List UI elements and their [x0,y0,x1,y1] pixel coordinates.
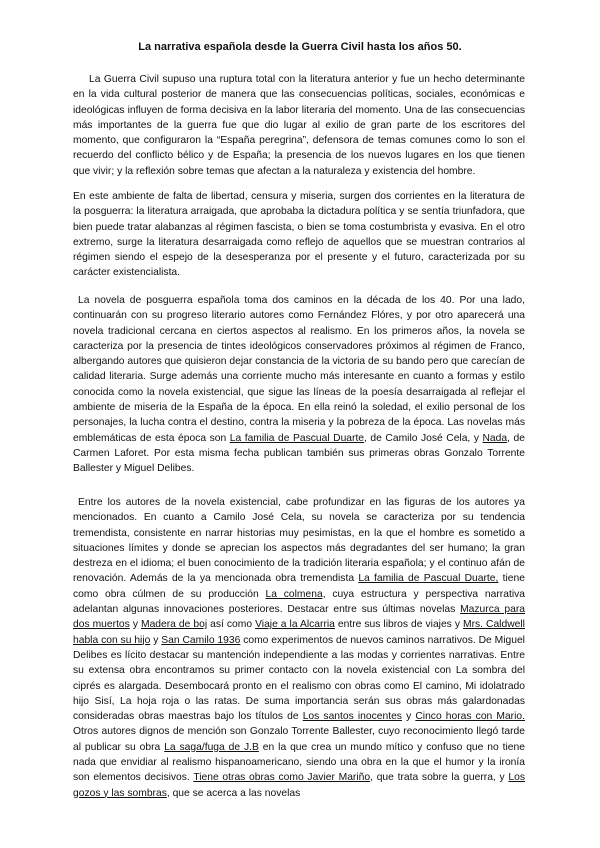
paragraph-postwar-novel [73,293,525,477]
book-title-link[interactable]: Mazurca para dos muertos [73,604,525,631]
paragraph-text: cuya estructura y perspectiva narrativa adelantan algunas innovaciones posteriores. Destacar entre sus últimas novelas [73,588,525,616]
book-title-link[interactable]: Tiene otras obras como Javier Mariño [193,772,371,784]
paragraph-text: En este ambiente de falta de libertad, censura y miseria, surgen dos corrientes en la literatura de la posguerra: la literatura arraigada, que aprobaba la dictadura política y se sentía triunfadora, que bien puede tratar alabanzas al régimen fascista, o bien se toma costumbrista y evasiva. En el otro extremo, surge la literatura desarraigada como reflejo de aquellos que se muestran contrarios al régimen siendo el espejo de la desesperanza por el presente y el futuro, caracterizada por su carácter existencialista. [73,191,525,279]
paragraph-existential-authors [73,495,525,801]
book-title-link[interactable]: Mrs. Caldwell habla con su hijo [73,619,525,646]
book-title-link[interactable]: Los gozos y las sombras [73,772,525,799]
paragraph-text: y [406,711,412,723]
document-title: La narrativa española desde la Guerra Civil hasta los años 50. [138,41,462,53]
book-title-link[interactable]: Nada [482,432,508,444]
book-title-link[interactable]: San Camilo 1936 [161,634,241,646]
paragraph-text: y [132,619,138,631]
paragraph-text: Otros autores dignos de mención son Gonzalo Torrente Ballester, cuyo reconocimiento llegó tarde al publicar su obra [73,726,525,753]
book-title-link[interactable]: La saga/fuga de J.B [164,741,259,753]
paragraph-text: , que se acerca a las novelas [166,787,301,799]
paragraph-text: como experimentos de nuevos caminos narrativos. De Miguel Delibes es lícito destacar su mantención independiente a las modas y corrientes narrativas. Entre su extensa obra encontramos su primer contacto con la novela existencial con La sombra del ciprés es alargada. Desembocará pronto en el realismo con obras como El camino, Mi idolatrado hijo Sisí, La hoja roja o las ratas. De suma importancia serán sus obras más galardonadas consideradas obras maestras bajo los títulos de [73,634,525,723]
paragraph-text: tiene como obra cúlmen de su producción [73,573,525,600]
paragraph-text: , que trata sobre la guerra, y [370,772,505,784]
book-title-link[interactable]: La colmena, [265,588,326,600]
book-title-link[interactable]: La familia de Pascual Duarte [229,432,365,444]
paragraph-text: así como [210,619,253,631]
paragraph-civil-war-intro [73,72,525,179]
paragraph-text: La novela de posguerra española toma dos caminos en la década de los 40. Por una lado, continuarán con su progreso literario autores como Fernández Flóres, y por otro aparecerá una novela tradicional cercana en ciertos aspectos al realismo. En los primeros años, la novela se caracteriza por la presencia de tintes ideológicos conservadores próximos al régimen de Franco, albergando autores que quisieron dejar constancia de la victoria de su bando pero que carecían de calidad literaria. Surge además una corriente mucho más interesante en cuanto a formas y estilo conocida como la novela existencial, que sigue las líneas de la poesía desarraigada al reflejar el ambiente de miseria de la España de la época. En ella reinó la soledad, el exilio personal de los personajes, la lucha contra el destino, contra la miseria y la pobreza de la época. Las novelas más emblemáticas de esta época son [73,295,525,444]
paragraph-text: en la que crea un mundo mítico y confuso que no tiene nada que envidiar al realismo hispanoamericano, siendo una obra en la que el humor y la ironía son elementos decisivos. [73,741,525,784]
paragraph-text: entre sus libros de viajes y [337,619,460,631]
book-title-link[interactable]: Viaje a la Alcarria [255,619,335,631]
book-title-link[interactable]: La familia de Pascual Duarte, [358,573,499,585]
paragraph-text: , de Carmen Laforet. Por esta misma fecha publican también sus primeras obras Gonzalo Torrente Ballester y Miguel Delibes. [73,432,525,475]
paragraph-text: Entre los autores de la novela existencial, cabe profundizar en las figuras de los autores ya mencionados. En cuanto a Camilo José Cela, su novela se caracteriza por su tendencia tremendista, consistente en narrar historias muy pesimistas, en la que el hombre es sometido a situaciones límites y donde se aprecian los aspectos más degradantes del ser humano; la gran destreza en el idioma; el buen conocimiento de la tradición literaria española; y el continuo afán de renovación. Además de la ya mencionada obra tremendista [73,497,525,585]
book-title-link[interactable]: Los santos inocentes [302,711,402,723]
paragraph-text: La Guerra Civil supuso una ruptura total con la literatura anterior y fue un hecho determinante en la vida cultural posterior de manera que las consecuencias políticas, sociales, económicas e ideológicas influyen de forma decisiva en la labor literaria del momento. Una de las consecuencias más importantes de la guerra fue que dio lugar al exilio de gran parte de los escritores del momento, que configuraron la “España peregrina”, defensora de temas comunes como lo son el recuerdo del conflicto bélico y de España; la presencia de los nuevos lugares en los que tienen que vivir; y la reflexión sobre temas que afectan a la naturaleza y existencia del hombre. [73,74,525,177]
paragraph-text: , de Camilo José Cela, y [364,432,479,444]
book-title-link[interactable]: Madera de boj [141,619,208,631]
paragraph-postwar-currents [73,189,525,281]
book-title-link[interactable]: Cinco horas con Mario. [415,711,525,723]
paragraph-text: y [153,634,159,646]
